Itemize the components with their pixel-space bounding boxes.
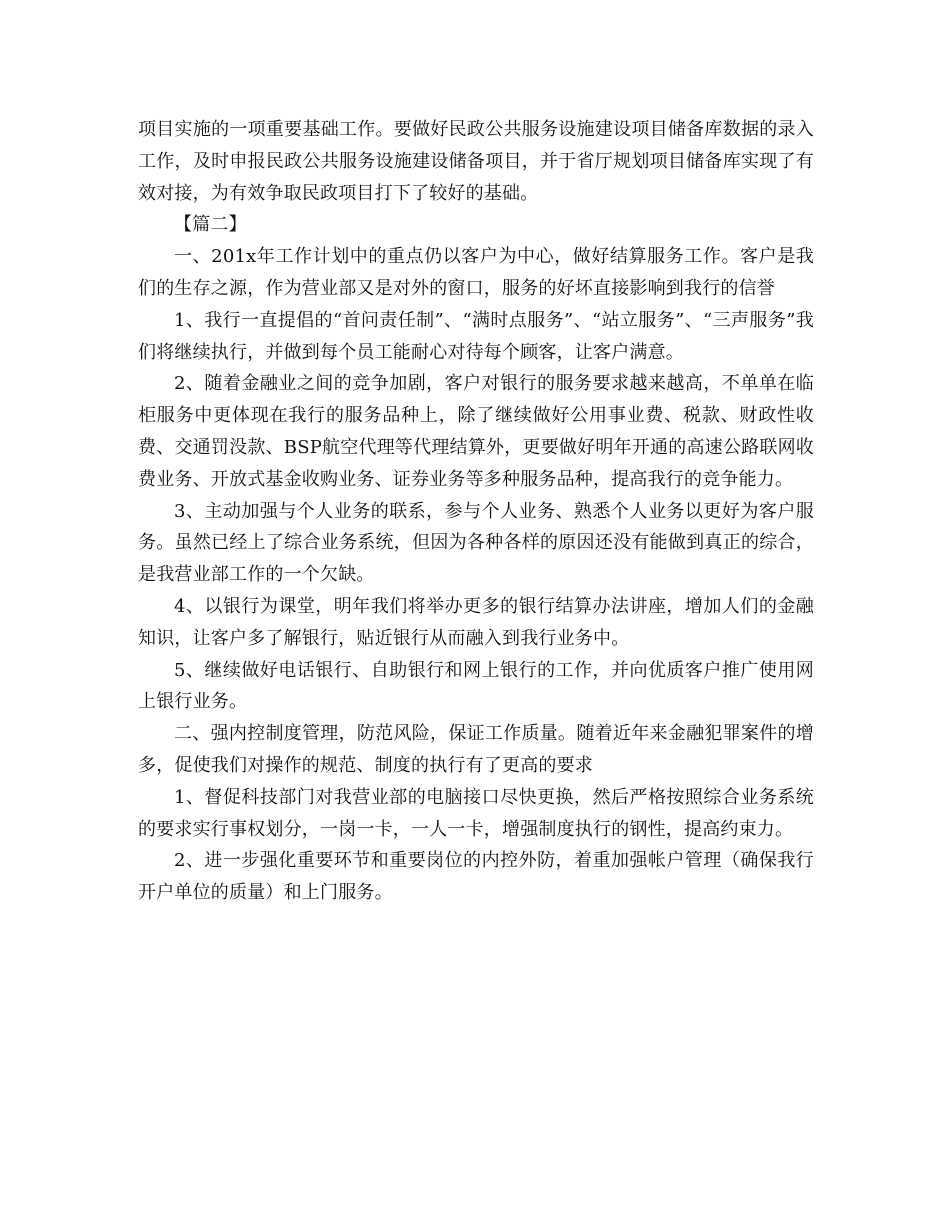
section-heading-part-two: 【篇二】	[174, 214, 247, 236]
paragraph-item-1-5: 5、继续做好电话银行、自助银行和网上银行的工作，并向优质客户推广使用网上银行业务。	[138, 659, 814, 713]
paragraph-continuation: 项目实施的一项重要基础工作。要做好民政公共服务设施建设项目储备库数据的录入工作，及时申报民政公共服务设施建设储备项目，并于省厅规划项目储备库实现了有效对接，为有效争取民政项目打下了较好的基础。	[138, 119, 814, 204]
paragraph-item-1-1: 1、我行一直提倡的“首问责任制”、“满时点服务”、“站立服务”、“三声服务”我们将继续执行，并做到每个员工能耐心对待每个顾客，让客户满意。	[138, 309, 814, 363]
paragraph-item-1-3: 3、主动加强与个人业务的联系，参与个人业务、熟悉个人业务以更好为客户服务。虽然已经上了综合业务系统，但因为各种各样的原因还没有能做到真正的综合，是我营业部工作的一个欠缺。	[138, 500, 814, 586]
paragraph-item-1-2: 2、随着金融业之间的竞争加剧，客户对银行的服务要求越来越高，不单单在临柜服务中更体现在我行的服务品种上，除了继续做好公用事业费、税款、财政性收费、交通罚没款、BSP航空代理等代理结算外，更要做好明年开通的高速公路联网收费业务、开放式基金收购业务、证券业务等多种服务品种，提高我行的竞争能力。	[138, 373, 814, 490]
paragraph-section-one: 一、201x年工作计划中的重点仍以客户为中心，做好结算服务工作。客户是我们的生存之源，作为营业部又是对外的窗口，服务的好坏直接影响到我行的信誉	[138, 246, 814, 299]
paragraph-item-1-4: 4、以银行为课堂，明年我们将举办更多的银行结算办法讲座，增加人们的金融知识，让客户多了解银行，贴近银行从而融入到我行业务中。	[138, 595, 814, 649]
paragraph-item-2-1: 1、督促科技部门对我营业部的电脑接口尽快更换，然后严格按照综合业务系统的要求实行事权划分，一岗一卡，一人一卡，增强制度执行的钢性，提高约束力。	[138, 786, 814, 840]
document-body	[138, 114, 814, 909]
paragraph-section-two: 二、强内控制度管理，防范风险，保证工作质量。随着近年来金融犯罪案件的增多，促使我们对操作的规范、制度的执行有了更高的要求	[138, 723, 814, 776]
paragraph-item-2-2: 2、进一步强化重要环节和重要岗位的内控外防，着重加强帐户管理（确保我行开户单位的质量）和上门服务。	[138, 850, 814, 904]
